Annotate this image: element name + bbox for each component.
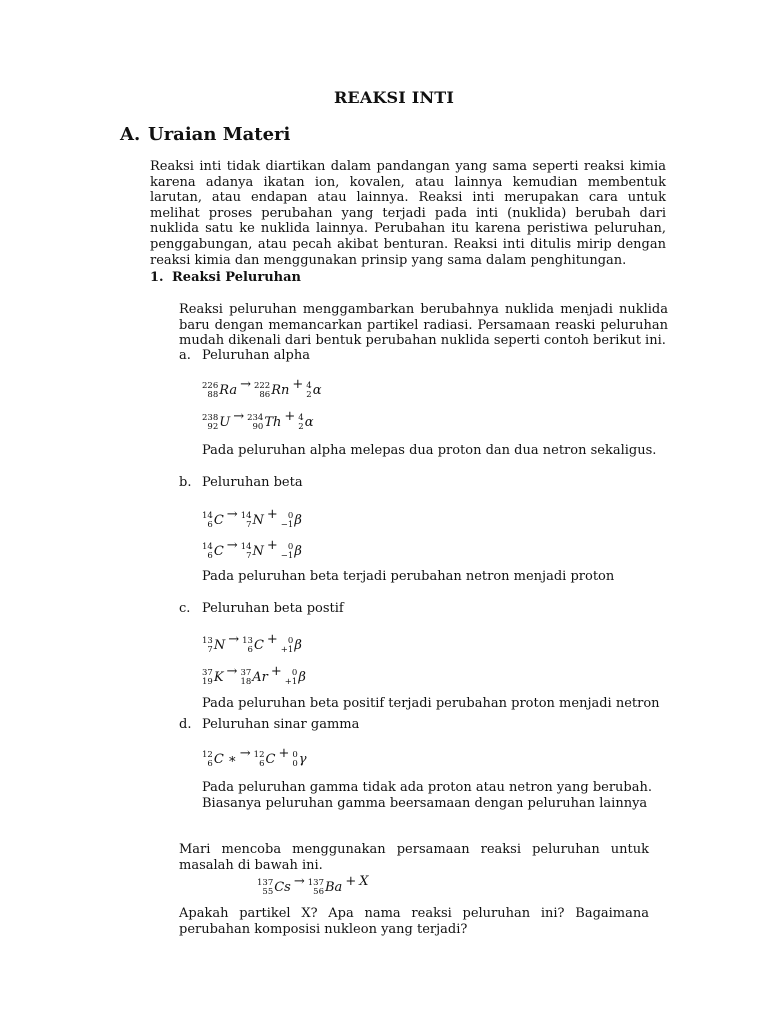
element-symbol: Ba	[325, 880, 343, 895]
mass-number: 234	[247, 413, 264, 423]
nuclide	[292, 751, 306, 768]
atomic-number: 6	[259, 758, 265, 769]
item-label: b.	[179, 475, 192, 490]
note-beta: Pada peluruhan beta terjadi perubahan netron menjadi proton	[202, 569, 615, 584]
nuclide	[306, 382, 321, 399]
nuclide-scripts	[254, 382, 270, 399]
subsection-heading	[150, 270, 301, 285]
mass-number: 14	[202, 511, 213, 521]
element-symbol: C	[265, 752, 276, 767]
nuclide-scripts	[306, 382, 311, 399]
item-title: Peluruhan beta	[202, 475, 303, 490]
nuclide-scripts	[281, 543, 294, 560]
mass-number: 4	[306, 381, 312, 391]
note-alpha: Pada peluruhan alpha melepas dua proton dan dua netron sekaligus.	[202, 443, 657, 458]
element-symbol: X	[359, 874, 369, 889]
mass-number: 13	[202, 636, 213, 646]
mass-number: 13	[242, 636, 253, 646]
nuclide-scripts	[242, 637, 253, 654]
mass-number: 137	[307, 878, 324, 888]
mass-number: 37	[240, 668, 252, 678]
plus-operator: +	[270, 664, 282, 679]
atomic-number: 6	[207, 519, 213, 530]
nuclide	[247, 414, 281, 431]
equation-beta-plus-1	[202, 632, 302, 654]
nuclide-scripts	[202, 512, 213, 529]
nuclide	[241, 512, 264, 529]
nuclide-scripts	[202, 543, 213, 560]
element-symbol: α	[312, 383, 322, 398]
nuclide-scripts	[292, 751, 297, 768]
atomic-number: +1	[280, 644, 294, 655]
nuclide	[281, 637, 302, 654]
mass-number: 137	[257, 878, 274, 888]
atomic-number: 2	[306, 389, 312, 400]
nuclide	[254, 382, 289, 399]
mass-number: 238	[202, 413, 219, 423]
element-symbol: β	[294, 638, 302, 653]
atomic-number: 0	[292, 758, 298, 769]
element-symbol: Th	[264, 415, 282, 430]
plus-operator: +	[292, 377, 304, 392]
nuclide-scripts	[240, 669, 251, 686]
mass-number: 12	[253, 750, 265, 760]
item-title: Peluruhan sinar gamma	[202, 717, 360, 732]
page-title: REAKSI INTI	[333, 88, 455, 107]
nuclide	[241, 543, 264, 560]
arrow-operator: →	[293, 874, 305, 889]
subsection-number: 1.	[150, 270, 164, 285]
atomic-number: 55	[262, 886, 274, 897]
equation-exercise	[257, 874, 368, 896]
element-symbol: N	[252, 544, 264, 559]
nuclide-scripts	[241, 543, 252, 560]
element-symbol: C	[213, 513, 224, 528]
atomic-number: 19	[202, 676, 213, 687]
plus-operator: +	[278, 746, 290, 761]
mass-number: 4	[298, 413, 304, 423]
plus-operator: +	[284, 409, 296, 424]
nuclide	[254, 751, 276, 768]
note-gamma: Pada peluruhan gamma tidak ada proton atau netron yang berubah. Biasanya peluruhan gamma beersamaan dengan peluruhan lainnya	[202, 780, 652, 811]
mass-number: 0	[287, 636, 294, 646]
atomic-number: 56	[313, 886, 324, 897]
item-title: Peluruhan alpha	[202, 348, 310, 363]
mass-number: 12	[202, 750, 213, 760]
item-alpha-heading	[179, 348, 310, 363]
mass-number: 37	[202, 668, 213, 678]
atomic-number: 86	[259, 389, 271, 400]
arrow-operator: →	[226, 507, 238, 522]
arrow-operator: →	[226, 664, 238, 679]
nuclide-scripts	[308, 879, 324, 896]
mass-number: 14	[202, 542, 213, 552]
nuclide	[202, 669, 224, 686]
atomic-number: 7	[246, 519, 252, 530]
nuclide	[298, 414, 313, 431]
element-symbol: Ra	[219, 383, 238, 398]
equation-alpha-2	[202, 409, 314, 431]
mass-number: 0	[291, 668, 298, 678]
nuclide-scripts	[202, 382, 218, 399]
nuclide	[308, 879, 343, 896]
nuclide	[257, 879, 291, 896]
atomic-number: 2	[298, 421, 304, 432]
atomic-number: 6	[247, 644, 253, 655]
atomic-number: +1	[284, 676, 298, 687]
subsection-title: Reaksi Peluruhan	[172, 270, 302, 285]
equation-gamma-1	[202, 746, 307, 768]
plus-operator: +	[266, 632, 278, 647]
item-gamma-heading	[179, 717, 359, 732]
nuclide	[202, 751, 237, 768]
plus-operator: +	[266, 507, 278, 522]
item-label: d.	[179, 717, 192, 732]
equation-beta-2	[202, 538, 302, 560]
nuclide	[202, 543, 224, 560]
atomic-number: 88	[207, 389, 219, 400]
item-label: c.	[179, 601, 191, 616]
item-beta-plus-heading	[179, 601, 344, 616]
exercise-question: Apakah partikel X? Apa nama reaksi peluruhan ini? Bagaimana perubahan komposisi nukleon yang terjadi?	[179, 906, 649, 937]
element-symbol: Rn	[271, 383, 290, 398]
atomic-number: 18	[240, 676, 252, 687]
element-symbol: γ	[298, 752, 307, 767]
nuclide-scripts	[247, 414, 263, 431]
equation-beta-1	[202, 507, 302, 529]
nuclide-scripts	[285, 669, 298, 686]
mass-number: 222	[253, 381, 271, 391]
item-title: Peluruhan beta postif	[202, 601, 344, 616]
nuclide-scripts	[254, 751, 265, 768]
element-symbol: Ar	[252, 670, 268, 685]
atomic-number: 7	[207, 644, 213, 655]
section-title: Uraian Materi	[148, 124, 291, 145]
intro-paragraph: Reaksi inti tidak diartikan dalam pandangan yang sama seperti reaksi kimia karena adanya ikatan ion, kovalen, atau lainnya kemudian membentuk larutan, atau endapan atau lainnya. Reaksi inti merupakan cara untuk melihat proses perubahan yang terjadi pada inti (nuklida) berubah dari nuklida satu ke nuklida lainnya. Perubahan itu karena peristiwa peluruhan, penggabungan, atau pecah akibat benturan. Reaksi inti ditulis mirip dengan reaksi kimia dan menggunakan prinsip yang sama dalam penghitungan.	[150, 159, 666, 268]
nuclide	[285, 669, 306, 686]
nuclide-scripts	[202, 414, 218, 431]
subsection-intro: Reaksi peluruhan menggambarkan berubahnya nuklida menjadi nuklida baru dengan memancarkan partikel radiasi. Persamaan reaski peluruhan mudah dikenali dari bentuk perubahan nuklida seperti contoh berikut ini.	[179, 302, 668, 349]
element-symbol: β	[298, 670, 306, 685]
note-beta-plus: Pada peluruhan beta positif terjadi perubahan proton menjadi netron	[202, 696, 660, 711]
atomic-number: 90	[252, 421, 264, 432]
mass-number: 0	[287, 511, 294, 521]
atomic-number: 92	[207, 421, 219, 432]
nuclide	[240, 669, 267, 686]
nuclide-scripts	[298, 414, 303, 431]
arrow-operator: →	[233, 409, 245, 424]
nuclide-scripts	[281, 637, 294, 654]
nuclide-scripts	[202, 669, 213, 686]
nuclide	[359, 874, 368, 889]
nuclide	[202, 637, 225, 654]
section-number: A.	[120, 124, 141, 145]
plus-operator: +	[266, 538, 278, 553]
atomic-number: −1	[280, 550, 294, 561]
nuclide	[202, 414, 230, 431]
exercise-intro: Mari mencoba menggunakan persamaan reaksi peluruhan untuk masalah di bawah ini.	[179, 842, 649, 873]
nuclide-scripts	[202, 637, 213, 654]
nuclide-scripts	[202, 751, 213, 768]
element-symbol: K	[213, 670, 224, 685]
mass-number: 14	[240, 511, 252, 521]
equation-beta-plus-2	[202, 664, 306, 686]
mass-number: 0	[287, 542, 294, 552]
mass-number: 226	[202, 381, 219, 391]
mass-number: 14	[240, 542, 252, 552]
element-symbol: β	[294, 513, 302, 528]
element-symbol: Cs	[274, 880, 291, 895]
mass-number: 0	[292, 750, 298, 760]
element-symbol: N	[252, 513, 264, 528]
element-symbol: C ∗	[213, 752, 237, 767]
element-symbol: C	[253, 638, 264, 653]
nuclide	[281, 512, 302, 529]
atomic-number: 7	[246, 550, 252, 561]
arrow-operator: →	[239, 746, 251, 761]
element-symbol: N	[213, 638, 226, 653]
equation-alpha-1	[202, 377, 322, 399]
nuclide	[202, 382, 237, 399]
arrow-operator: →	[226, 538, 238, 553]
atomic-number: 6	[207, 550, 213, 561]
item-label: a.	[179, 348, 191, 363]
element-symbol: U	[219, 415, 231, 430]
section-heading	[120, 124, 290, 145]
element-symbol: α	[304, 415, 314, 430]
atomic-number: −1	[280, 519, 294, 530]
atomic-number: 6	[207, 758, 213, 769]
plus-operator: +	[345, 874, 357, 889]
arrow-operator: →	[240, 377, 251, 392]
element-symbol: β	[294, 544, 302, 559]
nuclide-scripts	[281, 512, 294, 529]
nuclide	[281, 543, 302, 560]
element-symbol: C	[213, 544, 224, 559]
item-beta-heading	[179, 475, 303, 490]
arrow-operator: →	[228, 632, 240, 647]
nuclide	[202, 512, 224, 529]
nuclide-scripts	[257, 879, 273, 896]
nuclide	[242, 637, 264, 654]
nuclide-scripts	[241, 512, 252, 529]
